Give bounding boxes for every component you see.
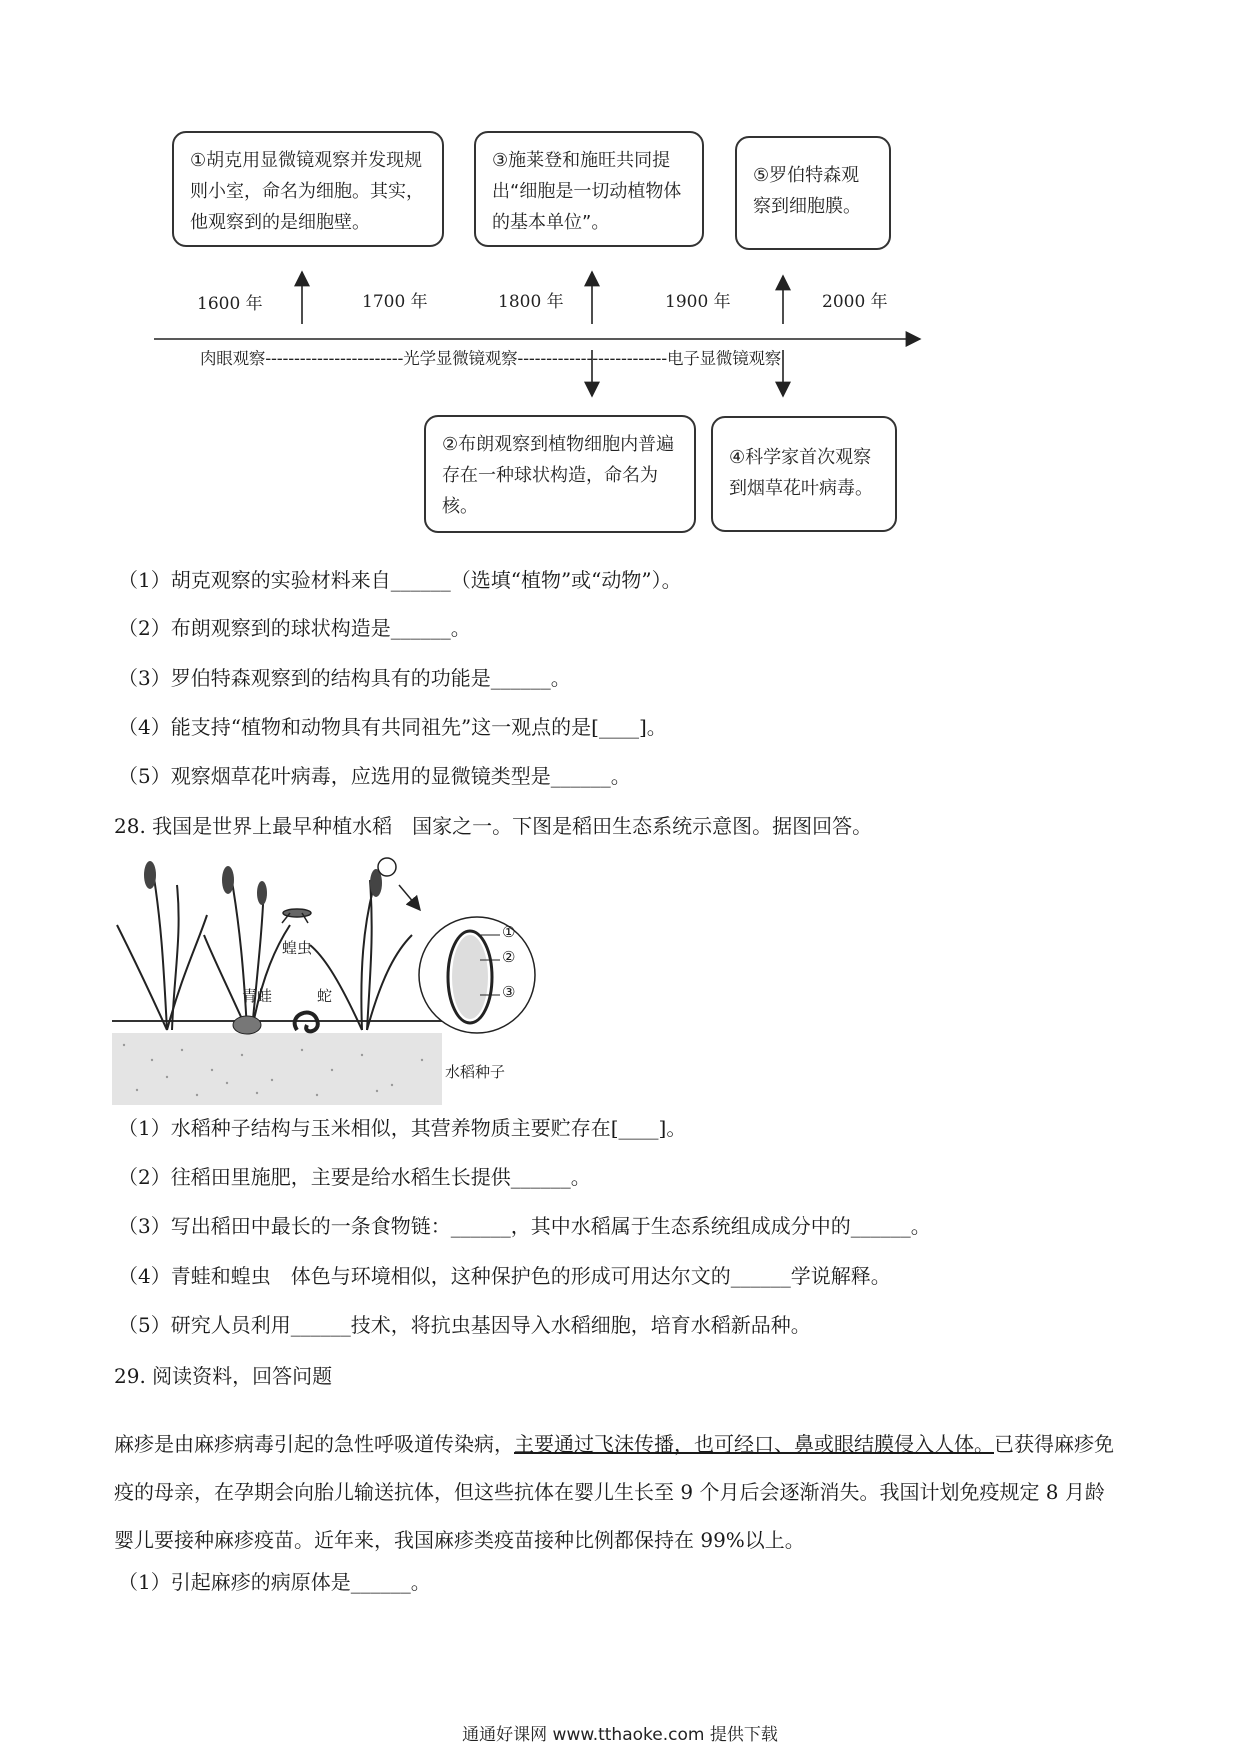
axis-stage-labels: 肉眼观察------------------------光学显微镜观察--------------------------电子显微镜观察 bbox=[200, 349, 782, 368]
year-1700: 1700 年 bbox=[362, 292, 428, 312]
q28-item-5: （5）研究人员利用______技术，将抗虫基因导入水稻细胞，培育水稻新品种。 bbox=[118, 1313, 811, 1337]
q27-item-5: （5）观察烟草花叶病毒，应选用的显微镜类型是______。 bbox=[118, 764, 631, 788]
timeline-box-1-text: ①胡克用显微镜观察并发现规则小室，命名为细胞。其实，他观察到的是细胞壁。 bbox=[190, 150, 424, 233]
q27-item-4: （4）能支持“植物和动物具有共同祖先”这一观点的是[____]。 bbox=[118, 715, 667, 739]
page-footer: 通通好课网 www.tthaoke.com 提供下载 bbox=[462, 1725, 778, 1745]
q28-item-2: （2）往稻田里施肥，主要是给水稻生长提供______。 bbox=[118, 1165, 591, 1189]
year-1900: 1900 年 bbox=[665, 292, 731, 312]
timeline-box-5 bbox=[735, 136, 891, 250]
rice-field-illustration bbox=[112, 855, 582, 1105]
timeline-axis bbox=[0, 260, 1240, 420]
rice-field-figure bbox=[112, 855, 582, 1105]
label-frog: 青蛙 bbox=[242, 987, 273, 1005]
label-seed-1: ① bbox=[502, 923, 516, 941]
q28-item-3: （3）写出稻田中最长的一条食物链：______，其中水稻属于生态系统组成成分中的______。 bbox=[118, 1214, 931, 1238]
timeline-box-4-text: ④科学家首次观察到烟草花叶病毒。 bbox=[729, 447, 873, 499]
year-1600: 1600 年 bbox=[197, 294, 263, 314]
label-seed-3: ③ bbox=[502, 983, 516, 1001]
q28-item-1: （1）水稻种子结构与玉米相似，其营养物质主要贮存在[____]。 bbox=[118, 1116, 687, 1140]
timeline-box-3-text: ③施莱登和施旺共同提出“细胞是一切动植物体的基本单位”。 bbox=[492, 150, 682, 233]
q28-item-4: （4）青蛙和蝗虫 体色与环境相似，这种保护色的形成可用达尔文的______学说解释。 bbox=[118, 1264, 891, 1288]
q29-passage-part-a: 麻疹是由麻疹病毒引起的急性呼吸道传染病， bbox=[114, 1432, 514, 1456]
year-1800: 1800 年 bbox=[498, 292, 564, 312]
label-seed-2: ② bbox=[502, 948, 516, 966]
q29-passage-part-b: 已获得麻疹免疫的母亲，在孕期会向胎儿输送抗体，但这些抗体在婴儿生长至 9 个月后会逐渐消失。我国计划免疫规定 8 月龄婴儿要接种麻疹疫苗。近年来，我国麻疹类疫苗接种比例都保持在 99%以上。 bbox=[114, 1432, 1114, 1552]
q29-item-1: （1）引起麻疹的病原体是______。 bbox=[118, 1570, 431, 1594]
q29-stem: 29. 阅读资料，回答问题 bbox=[114, 1364, 333, 1388]
timeline-box-4 bbox=[711, 416, 897, 532]
timeline-box-2-text: ②布朗观察到植物细胞内普遍存在一种球状构造，命名为核。 bbox=[442, 434, 675, 517]
timeline-box-1 bbox=[172, 131, 444, 247]
year-2000: 2000 年 bbox=[822, 292, 888, 312]
q27-item-3: （3）罗伯特森观察到的结构具有的功能是______。 bbox=[118, 666, 571, 690]
timeline-box-3 bbox=[474, 131, 704, 247]
label-grasshopper: 蝗虫 bbox=[282, 939, 313, 957]
q27-item-1: （1）胡克观察的实验材料来自______（选填“植物”或“动物”）。 bbox=[118, 568, 682, 592]
q29-reading-passage bbox=[114, 1420, 1124, 1564]
label-rice-seed: 水稻种子 bbox=[445, 1063, 506, 1081]
timeline-box-2 bbox=[424, 415, 696, 533]
label-snake: 蛇 bbox=[317, 987, 333, 1005]
timeline-box-5-text: ⑤罗伯特森观察到细胞膜。 bbox=[753, 165, 861, 217]
q28-stem: 28. 我国是世界上最早种植水稻 国家之一。下图是稻田生态系统示意图。据图回答。 bbox=[114, 814, 873, 838]
q29-passage-underlined: 主要通过飞沫传播，也可经口、鼻或眼结膜侵入人体。 bbox=[514, 1432, 994, 1456]
q27-item-2: （2）布朗观察到的球状构造是______。 bbox=[118, 616, 471, 640]
